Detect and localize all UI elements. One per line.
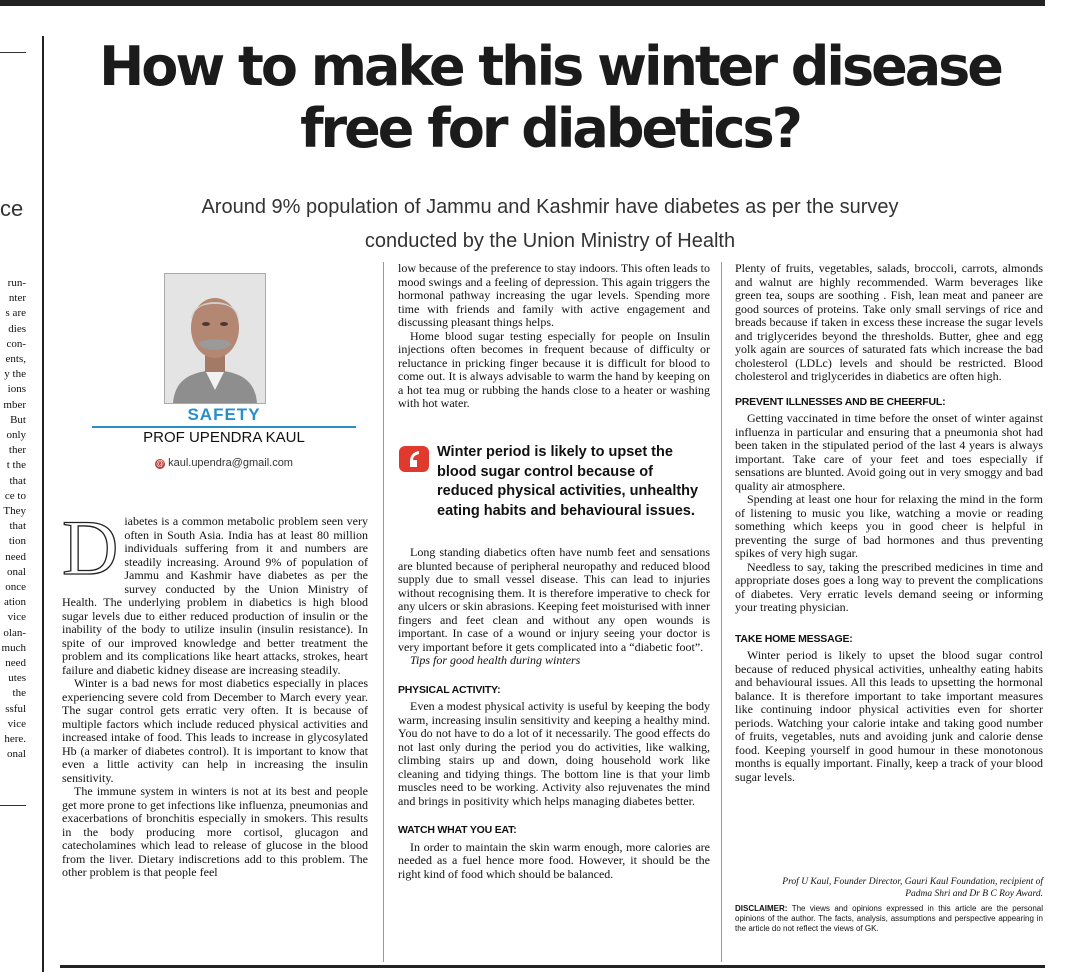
- article-column-1: [62, 504, 368, 880]
- section-underline: [92, 426, 356, 428]
- adjacent-article-line: But: [10, 413, 26, 426]
- paragraph-relaxing: Spending at least one hour for relaxing the mind in the form of listening to music you like, watching a movie or reading something which keeps you in good cheer is helpful in preventing the surge of bad hormones and thus preventing spikes of very high sugar.: [735, 492, 1043, 560]
- column-divider-left: [42, 36, 44, 972]
- author-photo: [164, 273, 266, 404]
- author-email-text: kaul.upendra@gmail.com: [168, 457, 293, 469]
- adjacent-article-line: onal: [7, 565, 26, 578]
- adjacent-article-line: s are: [5, 307, 26, 320]
- column-rule-1: [383, 262, 384, 962]
- adjacent-article-line: con-: [6, 337, 26, 350]
- adjacent-article-column: [0, 276, 26, 763]
- heading-prevent-illnesses: PREVENT ILLNESSES AND BE CHEERFUL:: [735, 395, 946, 408]
- at-icon: @: [155, 459, 165, 468]
- adjacent-article-line: y the: [4, 368, 26, 381]
- pull-quote: Winter period is likely to upset the blood sugar control because of reduced physical activities, unhealthy eating habits and behavioural issues.: [437, 444, 699, 519]
- adjacent-article-line: only: [6, 429, 26, 442]
- adjacent-article-line: dies: [8, 322, 26, 335]
- adjacent-article-line: mber: [3, 398, 26, 411]
- heading-take-home: TAKE HOME MESSAGE:: [735, 632, 853, 645]
- paragraph-vaccination: Getting vaccinated in time before the onset of winter against influenza in particular and ensuring that a pneumonia shot had been taken in the stipulated period of the last 4 years is always important. Take care of your feet and toes especially if sensations are blunted. Avoid going out in very smoggy and bad quality air atmosphere.: [735, 411, 1043, 493]
- adjacent-article-line: onal: [7, 748, 26, 761]
- deck-line-1: Around 9% population of Jammu and Kashmir have diabetes as per the survey: [201, 196, 899, 218]
- adjacent-article-line: ions: [7, 383, 26, 396]
- adjacent-article-line: run-: [7, 277, 26, 289]
- adjacent-article-line: here.: [4, 733, 26, 746]
- adjacent-article-line: ther: [8, 444, 26, 457]
- quote-icon: [399, 446, 429, 472]
- headline-line-2: free for diabetics?: [300, 97, 800, 160]
- heading-physical-activity: PHYSICAL ACTIVITY:: [398, 683, 501, 696]
- adjacent-article-line: They: [3, 505, 26, 518]
- adjacent-article-line: nter: [8, 292, 26, 305]
- heading-watch-what-you-eat: WATCH WHAT YOU EAT:: [398, 824, 517, 836]
- adjacent-headline-fragment: ce: [0, 196, 24, 221]
- adjacent-article-line: need: [5, 550, 26, 563]
- paragraph-physical-activity: Even a modest physical activity is useful by keeping the body warm, increasing insulin sensitivity and keeping a healthy mind. You do not have to do a lot of it necessarily. The good effects do not last only during the period you do activities, like walking, climbing stairs up and down, doing household work like cleaning and tidying things. The bottom line is that your limb muscles need to be working. Activity also rejuvenates the mind and brings in positivity which helps managing diabetes better.: [398, 699, 710, 808]
- paragraph-medicines: Needless to say, taking the prescribed medicines in time and appropriate doses goes a long way to prevent the complications of diabetes. Very erratic levels demand seeing or informing your treating physician.: [735, 559, 1043, 614]
- paragraph-home-testing: Home blood sugar testing especially for people on Insulin injections often becomes in frequent because of difficulty or reluctance in pricking finger because it is difficult for blood to come out. It is always advisable to warm the hand by keeping on a hot tea mug or rubbing the hands close to a heater or washing with hot water.: [398, 328, 710, 410]
- disclaimer: [735, 904, 1043, 934]
- paragraph-mood: low because of the preference to stay indoors. This often leads to mood swings and a feeling of depression. This again triggers the hormonal pathway increasing the ugar levels. Spending more time with friends and family with active engagement and discussing pleasant things helps.: [398, 261, 710, 329]
- adjacent-article-line: vice: [7, 611, 26, 624]
- disclaimer-text: The views and opinions expressed in this article are the personal opinions of the author. The facts, analysis, assumptions and perspective appearing in the article do not reflect the views of GK.: [735, 904, 1043, 933]
- adjacent-article-line: ation: [4, 596, 26, 609]
- adjacent-article-line: the: [12, 687, 26, 700]
- bottom-rule: [60, 965, 1045, 968]
- tips-line: Tips for good health during winters: [410, 653, 581, 667]
- adjacent-article-line: that: [9, 474, 26, 487]
- headline-line-1: How to make this winter disease: [99, 35, 1001, 98]
- adjacent-article-line: that: [9, 520, 26, 533]
- adjacent-article-line: vice: [7, 717, 26, 730]
- column-rule-2: [721, 262, 722, 962]
- deck-line-2: conducted by the Union Ministry of Health: [364, 230, 736, 252]
- article-column-3: [735, 262, 1043, 784]
- paragraph-feet: Long standing diabetics often have numb feet and sensations are blunted because of peripheral neuropathy and reduced blood supply due to small vessel disease. This can lead to injuries without recognising them. It is therefore imperative to check for any ulcers or skin abrasions. Keeping feet moisturised with inner fingers and feet clean and without any open wounds is important. In case of a wound or injury seeing your doctor is very important before it gets complicated into a “diabetic foot”.: [398, 545, 710, 654]
- adjacent-article-line: utes: [8, 672, 26, 685]
- disclaimer-label: DISCLAIMER:: [735, 904, 788, 913]
- author-portrait-icon: [165, 274, 265, 403]
- paragraph-watch-what-you-eat: In order to maintain the skin warm enough, more calories are needed as a fuel hence more food. However, it should be the right kind of food which should be balanced.: [398, 839, 710, 881]
- paragraph-intro: iabetes is a common metabolic problem seen very often in South Asia. India has at least 80 million individuals suffering from it and numbers are steadily increasing. Around 9% of population of Jammu and Kashmir have diabetes as per the survey conducted by the Union Ministry of Health. The underlying problem in diabetics is high blood sugar levels due to either reduced production of insulin or the inability of the body to utilize insulin (insulin resistance). In spite of our improved knowledge and better treatment the problem and its complications like heart attacks, strokes, heart failure and diabetic kidney disease are increasing steadily.: [62, 514, 368, 677]
- paragraph-immune: The immune system in winters is not at its best and people get more prone to get infections like influenza, pneumonias and exacerbations of bronchitis especially in smokers. This results in the body producing more cortisol, glucagon and catecholamines which lead to release of glucose in the blood from the liver. Dietary indiscretions add to this problem. The other problem is that people feel: [62, 784, 368, 879]
- section-label: SAFETY: [187, 405, 261, 424]
- headline: [50, 36, 1050, 160]
- adjacent-article-line: much: [1, 641, 26, 654]
- author-name: PROF UPENDRA KAUL: [143, 429, 305, 446]
- adjacent-article-line: need: [5, 657, 26, 670]
- adjacent-article-line: tion: [8, 535, 26, 548]
- adjacent-article-line: t the: [6, 459, 26, 472]
- article-column-2-bottom: [398, 546, 710, 881]
- adjacent-rule-top: [0, 52, 26, 53]
- drop-cap: D: [62, 504, 119, 591]
- adjacent-article-line: once: [5, 581, 26, 594]
- paragraph-food: Plenty of fruits, vegetables, salads, broccoli, carrots, almonds and walnut are highly recommended. Warm beverages like green tea, soups are soothing . Fish, lean meat and paneer are good sources of proteins. Take only small servings of rice and breads because if taken in excess these increase the sugar levels and triglycerides beyond the thresholds. Butter, ghee and egg yolk again are sources of saturated fats which increase the bad cholesterol (LDLc) levels and should be restricted. Blood cholesterol and triglycerides in diabetics are often high.: [735, 261, 1043, 383]
- author-email[interactable]: [72, 457, 376, 469]
- adjacent-article-line: ce to: [4, 489, 26, 502]
- adjacent-article-line: ents,: [5, 353, 26, 366]
- adjacent-article-line: ssful: [5, 702, 26, 715]
- adjacent-rule-bottom: [0, 805, 26, 806]
- author-credit: Prof U Kaul, Founder Director, Gauri Kaul Foundation, recipient of Padma Shri and Dr B C Roy Award.: [782, 877, 1043, 899]
- article-column-2-top: [398, 262, 710, 411]
- paragraph-take-home: Winter period is likely to upset the blood sugar control because of reduced physical activities, unhealthy eating habits and behavioural issues. All this leads to upsetting the hormonal balance. It is therefore important to take important measures like continuing indoor physical activities even for shorter periods. Watching your calorie intake and taking good number of fruits, vegetables, nuts and avoiding junk and calorie dense food. Keeping yourself in good humour in these monotonous months is equally important. Finally, keep a track of your blood sugar levels.: [735, 648, 1043, 784]
- adjacent-article-line: olan-: [3, 626, 26, 639]
- top-rule: [0, 0, 1045, 6]
- paragraph-winter: Winter is a bad news for most diabetics especially in places experiencing severe cold from December to March every year. The sugar control gets erratic very often. It is because of multiple factors which include reduced physical activities and increased intake of food. This leads to increase in glycosylated Hb (a marker of diabetes control). It is important to know that even a little activity can help in increasing the insulin sensitivity.: [62, 676, 368, 785]
